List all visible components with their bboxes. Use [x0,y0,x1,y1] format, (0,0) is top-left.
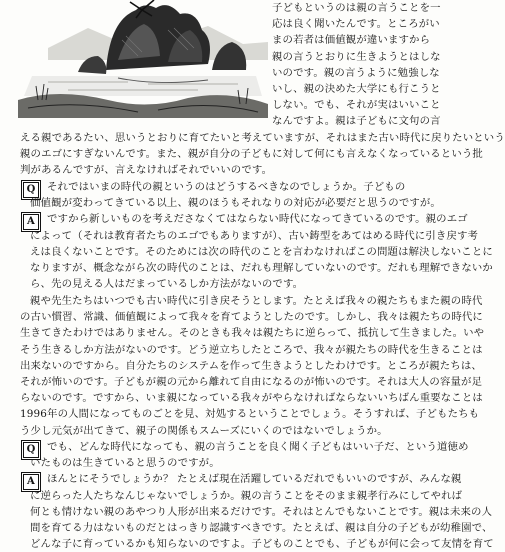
intro-line: 親の言うとおりに生きようとはしな [272,50,441,63]
answer-line: 何とも情けない親のあやつり人形が出来るだけです。それはとんでもないことです。親は未来の人 [30,505,493,518]
intro-line: いし、親の決めた大学にも行こうと [272,82,441,95]
question-text: それではいまの時代の親というのはどうするべきなのでしょうか。子どもの [47,181,406,193]
question-badge: Q [23,442,39,458]
body-line: そう生きるしか方法がないのです。どう逆立ちしたところで、我々が親たちの時代を生きることは [20,343,483,356]
answer-line: どんな子に育っているかも知らないのですよ。子どものことでも、子どもが何に会って友情を育て [30,538,494,551]
landscape-engraving-icon [18,0,268,118]
body-line: 出来ないのですから。自分たちのシステムを作って生きようとしたわけです。ところが親たちは、 [20,359,482,372]
question-line [20,195,448,211]
question-text: でも、どんな時代になっても、親の言うことを良く聞く子どもはいい子だ、という道徳め [47,441,469,453]
question-line: いたものは生きていると思うのですが。 [30,457,220,470]
question-text: 価値観が変わってきている以上、親のほうもそれなりの対応が必要だと思うのですが。 [30,197,441,210]
answer-line [20,471,462,488]
body-line: 1996年の人間になってものごとを見、対処するということでしょう。そうすれば、子どもたちも [20,408,480,421]
answer-line: ら、先の見える人はだまっているしか方法がないのです。 [30,278,304,291]
body-line: 親や先生たちはいつでも古い時代に引き戻そうとします。たとえば我々の親たちもまた親の時代 [30,295,483,307]
answer-line: に逆らった人たちなんじゃないでしょうか。親の言うことをそのまま親孝行みにしてやれば [30,489,463,502]
qa-block-2 [20,439,494,552]
answer-text: ほんとにそうでしょうか？ たとえば現在活躍しているだれでもいいのですが、みんな親 [47,473,462,486]
answer-badge: A [23,214,39,230]
intro-line: 子どもというのは親の言うことを一 [272,2,441,14]
answer-line: によって（それは教育者たちのエゴでもありますが）、古い鋳型をあてはめる時代に引き戻す考 [30,229,479,242]
answer-text: ですから新しいものを考えださなくてはならない時代になってきているのです。親のエゴ [47,213,468,226]
intro-line: える親であるたい、思いうとおりに育てたいと考えていますが、それはまた古い時代に戻りたいという [20,132,505,144]
answer-line: えは良くないことです。そのためには次の時代のことを言わなければこの問題は解決しないことに [30,245,493,258]
body-line: それが怖いのです。子どもが親の元から離れて自由になるのが怖いのです。それは大人の容量が足 [20,375,483,388]
question-line [20,179,448,195]
body-line: の古い慣習、常識、価値観によって我々を育てようとしたのです。しかし、我々は親たちの時代に [20,311,483,324]
question-line [20,439,469,455]
body-paragraph [20,293,485,439]
intro-right-column [272,0,448,130]
body-line: う少し元気が出てきて、親子の関係もスムーズにいくのではないでしょうか。 [20,424,388,437]
answer-line: 間を育てる力はないものだとはっきり認識すべきです。たとえば、親は自分の子どもが幼稚園で、 [30,521,493,534]
intro-line: 判があるんですが、言えなければそれでいいのです。 [20,164,273,177]
question-badge: Q [23,182,39,198]
intro-line: なんですよ。親は子どもに文句の言 [272,115,441,128]
body-line: らないのです。ですから、いま親になっている我々がやらなければならないいちばん重要なことは [20,392,483,405]
answer-badge: A [23,474,39,490]
intro-line: いのです。親の言うように勉強しな [272,66,440,79]
intro-line: 親のエゴにすぎないんです。また、親が自分の子どもに対して何にも言えなくなっているという批 [20,148,483,161]
intro-line: しない。でも、それが実はいいこと [272,99,441,112]
qa-block-1 [20,179,493,292]
answer-line: なりますが、概念ながら次の時代のことは、だれも理解していないのです。だれも理解できないか [30,261,493,274]
answer-line [20,211,468,228]
intro-paragraph [20,130,505,179]
intro-line: 応は良く聞いたんです。ところがい [272,18,440,31]
body-line: 生きてきたわけではありません。そのときも我々は親たちに逆らって、抵抗して生きました。いや [20,327,485,340]
intro-line: まの若者は価値観が違いますから [272,34,431,47]
